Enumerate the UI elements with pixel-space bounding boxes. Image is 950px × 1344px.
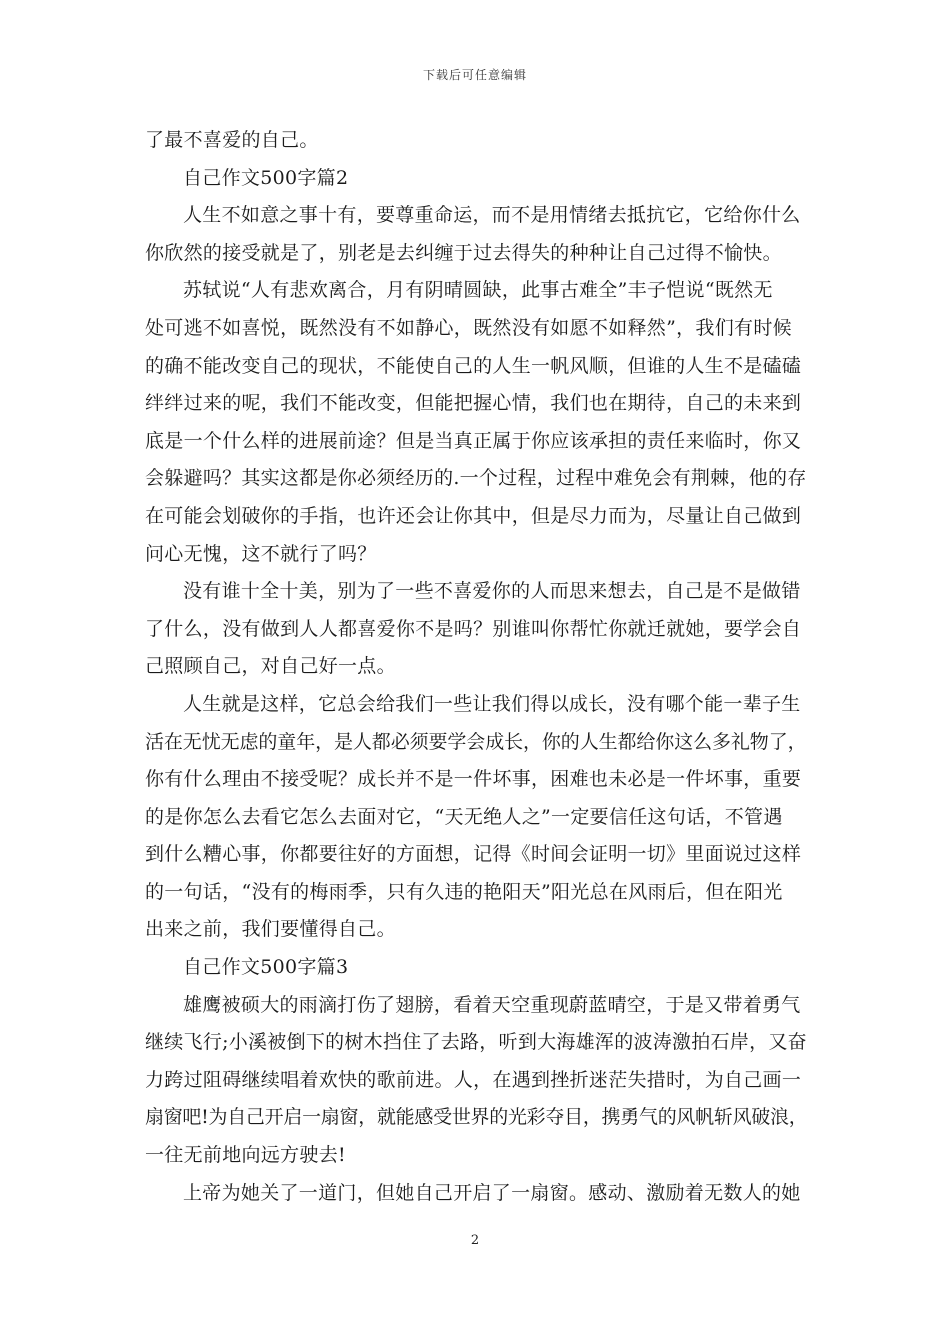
text-line: 的是你怎么去看它怎么去面对它，“天无绝人之”一定要信任这句话，不管遇 — [145, 805, 783, 828]
text-line: 问心无愧，这不就行了吗？ — [145, 542, 377, 565]
text-line: 雄鹰被硕大的雨滴打伤了翅膀，看着天空重现蔚蓝晴空，于是又带着勇气 — [183, 993, 801, 1016]
text-line: 扇窗吧!为自己开启一扇窗，就能感受世界的光彩夺目，携勇气的风帆斩风破浪， — [145, 1106, 808, 1129]
page-number: 2 — [470, 1233, 480, 1248]
text-line: 人生不如意之事十有，要尊重命运，而不是用情绪去抵抗它，它给你什么 — [183, 204, 801, 227]
page-header: 下载后可任意编辑 — [422, 68, 527, 82]
text-line: 上帝为她关了一道门，但她自己开启了一扇窗。感动、激励着无数人的她 — [183, 1181, 801, 1204]
text-line: 会躲避吗？其实这都是你必须经历的.一个过程，过程中难免会有荆棘，他的存 — [145, 467, 807, 490]
text-line: 人生就是这样，它总会给我们一些让我们得以成长，没有哪个能一辈子生 — [183, 692, 801, 715]
text-line: 的一句话，“没有的梅雨季，只有久违的艳阳天”阳光总在风雨后，但在阳光 — [145, 880, 783, 903]
text-line: 处可逃不如喜悦，既然没有不如静心，既然没有如愿不如释然”，我们有时候 — [145, 316, 792, 339]
text-line: 没有谁十全十美，别为了一些不喜爱你的人而思来想去，自己是不是做错 — [183, 580, 801, 603]
text-line: 苏轼说“人有悲欢离合，月有阴晴圆缺，此事古难全”丰子恺说“既然无 — [183, 279, 773, 302]
text-line: 底是一个什么样的进展前途？但是当真正属于你应该承担的责任来临时，你又 — [145, 429, 802, 452]
document-body — [145, 122, 807, 1212]
text-line: 活在无忧无虑的童年，是人都必须要学会成长，你的人生都给你这么多礼物了， — [145, 730, 807, 753]
text-line: 自己作文500字篇3 — [183, 956, 349, 979]
text-line: 了最不喜爱的自己。 — [145, 129, 319, 151]
text-line: 在可能会划破你的手指，也许还会让你其中，但是尽力而为，尽量让自己做到 — [145, 504, 802, 527]
text-line: 绊绊过来的呢，我们不能改变，但能把握心情，我们也在期待，自己的未来到 — [145, 392, 802, 415]
text-line: 了什么，没有做到人人都喜爱你不是吗？别谁叫你帮忙你就迁就她，要学会自 — [145, 617, 802, 640]
text-line: 己照顾自己，对自己好一点。 — [145, 655, 396, 678]
text-line: 继续飞行;小溪被倒下的树木挡住了去路，听到大海雄浑的波涛激拍石岸，又奋 — [145, 1031, 807, 1054]
text-line: 一往无前地向远方驶去! — [145, 1144, 346, 1167]
text-line: 的确不能改变自己的现状，不能使自己的人生一帆风顺，但谁的人生不是磕磕 — [145, 354, 802, 377]
text-line: 你欣然的接受就是了，别老是去纠缠于过去得失的种种让自己过得不愉快。 — [145, 241, 782, 264]
text-line: 你有什么理由不接受呢？成长并不是一件坏事，困难也未必是一件坏事，重要 — [145, 768, 802, 791]
text-line: 力跨过阻碍继续唱着欢快的歌前进。人，在遇到挫折迷茫失措时，为自己画一 — [145, 1068, 802, 1091]
text-line: 出来之前，我们要懂得自己。 — [145, 918, 396, 941]
text-line: 到什么糟心事，你都要往好的方面想，记得《时间会证明一切》里面说过这样 — [145, 843, 802, 866]
text-line: 自己作文500字篇2 — [183, 166, 349, 189]
